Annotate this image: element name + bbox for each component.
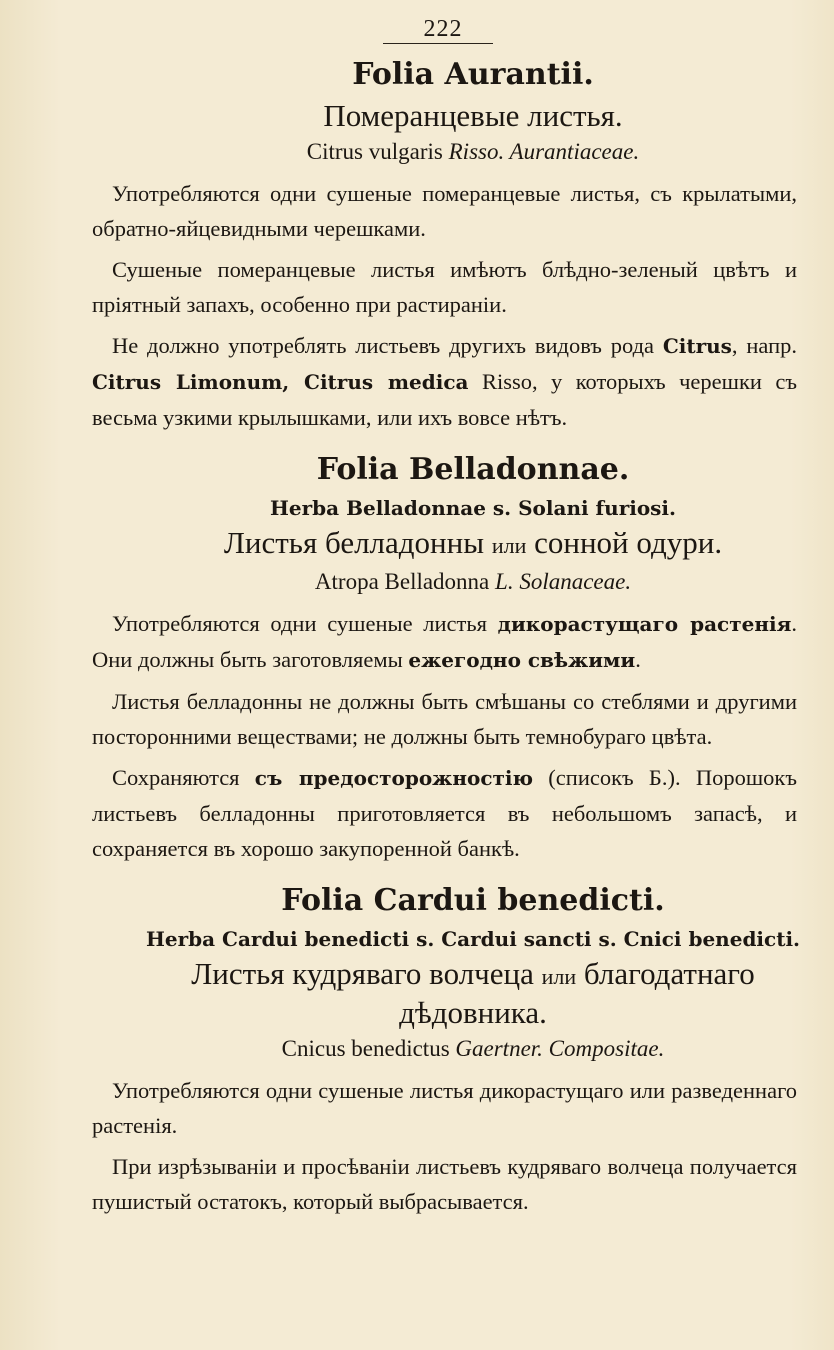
paragraph: Сушеные померанцевые листья имѣютъ блѣдно-зеленый цвѣтъ и пріятный запахъ, особенно при растираніи. <box>92 257 797 317</box>
section-title: Folia Cardui benedicti. <box>281 883 665 918</box>
section-folia-aurantii <box>92 56 826 435</box>
text-run: Risso, у которыхъ черешки съ весьма узкими крылышками, или ихъ вовсе нѣтъ. <box>92 369 798 430</box>
latin-alternative: Herba Cardui benedicti s. Cardui sancti s. Cnici benedicti. <box>145 927 801 951</box>
bold-run: Citrus <box>662 334 732 358</box>
paragraph: При изрѣзываніи и просѣваніи листьевъ кудряваго волчеца получается пушистый остатокъ, который выбрасывается. <box>92 1154 797 1214</box>
russian-name-line <box>120 956 826 1031</box>
paragraph: Употребляются одни сушеные листья дикорастущаго или разведеннаго растенія. <box>92 1078 797 1138</box>
russian-name: Померанцевые листья. <box>323 98 623 133</box>
page-number: 222 <box>423 16 463 42</box>
russian-alternative: сонной одури. <box>534 525 723 560</box>
paragraph <box>92 328 797 435</box>
text-run: Сохраняются <box>112 765 255 790</box>
text-run: Употребляются одни сушеные листья <box>112 611 498 636</box>
paragraph <box>92 606 797 678</box>
text-run: (списокъ Б.). Порошокъ листьевъ белладонны приготовляется въ небольшомъ запасѣ, и сохраняется въ хорошо закупоренной банкѣ. <box>92 765 797 861</box>
section-title: Folia Belladonnae. <box>316 452 630 487</box>
section-folia-belladonnae <box>92 451 826 866</box>
bold-run: дикорастущаго растенія <box>497 612 792 636</box>
russian-name: Листья белладонны <box>223 525 485 560</box>
text-run: . <box>635 647 641 672</box>
russian-name: Листья кудряваго волчеца <box>191 956 534 991</box>
conjunction-or: или <box>491 533 527 558</box>
species-author-family: Gaertner. Compositae. <box>455 1036 665 1061</box>
paragraph <box>92 760 797 866</box>
species-author-family: Risso. Aurantiaceae. <box>448 139 640 164</box>
paragraph: Листья белладонны не должны быть смѣшаны со стеблями и другими посторонними веществами; не должны быть темнобураго цвѣта. <box>92 689 797 749</box>
species-name: Citrus vulgaris <box>306 139 443 164</box>
species-line <box>120 136 826 168</box>
bold-run: съ предосторожностію <box>254 766 534 790</box>
text-run: Не должно употреблять листьевъ другихъ видовъ рода <box>112 333 663 358</box>
section-folia-cardui-benedicti <box>92 882 826 1219</box>
bold-run: Citrus Limonum, Citrus medica <box>92 370 469 394</box>
page-number-rule <box>383 43 493 44</box>
species-name: Cnicus benedictus <box>281 1036 450 1061</box>
paragraph: Употребляются одни сушеные померанцевые листья, съ крылатыми, обратно-яйцевидными черешками. <box>92 181 797 241</box>
bold-run: ежегодно свѣжими <box>408 648 636 672</box>
conjunction-or: или <box>541 964 577 989</box>
russian-name-line <box>120 525 826 564</box>
latin-alternative: Herba Belladonnae s. Solani furiosi. <box>270 496 676 520</box>
species-line <box>120 1033 826 1065</box>
section-title: Folia Aurantii. <box>352 57 594 92</box>
species-author-family: L. Solanaceae. <box>495 569 632 594</box>
text-run: . Они должны быть заготовляемы <box>92 611 797 672</box>
russian-alternative: благодатнаго дѣдовника. <box>399 956 755 1030</box>
text-run: , напр. <box>731 333 797 358</box>
species-name: Atropa Belladonna <box>314 569 490 594</box>
species-line <box>120 566 826 598</box>
